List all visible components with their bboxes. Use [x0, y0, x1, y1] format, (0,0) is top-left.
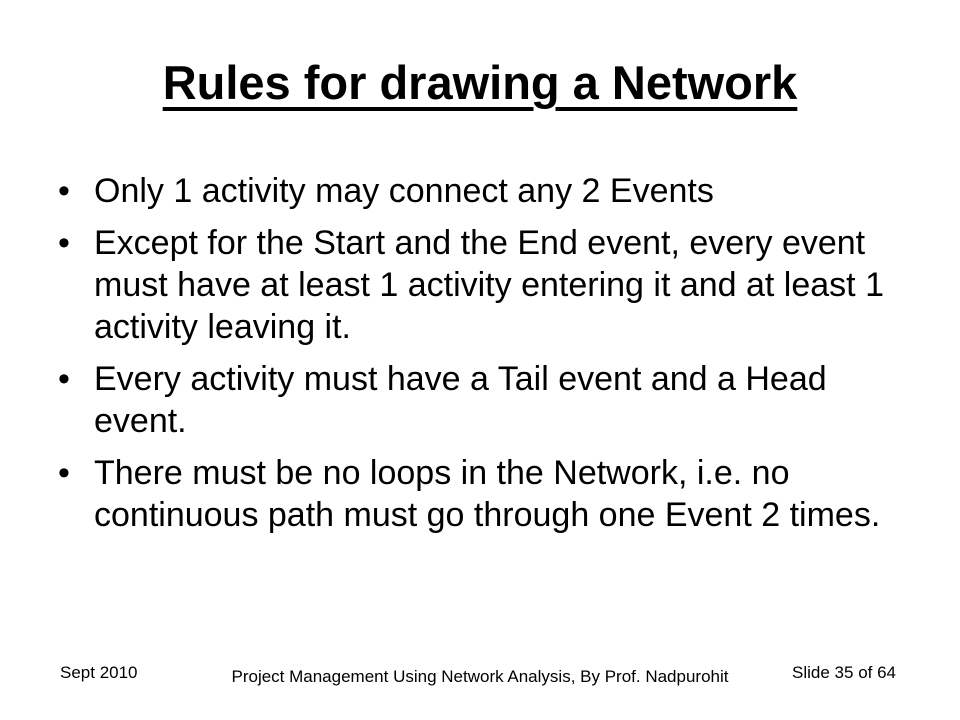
bullet-item [58, 170, 918, 212]
bullet-text: There must be no loops in the Network, i.e. no continuous path must go through one Event 2 times. [94, 454, 881, 534]
slide-title [0, 56, 960, 110]
footer-slide-number: Slide 35 of 64 [792, 663, 896, 682]
bullet-marker: • [58, 360, 70, 398]
bullet-marker: • [58, 224, 70, 262]
bullet-item [58, 358, 918, 442]
bullet-text: Except for the Start and the End event, every event must have at least 1 activity entering it and at least 1 activity leaving it. [94, 224, 884, 346]
footer-course-title: Project Management Using Network Analysis, By Prof. Nadpurohit [231, 667, 729, 686]
bullet-marker: • [58, 172, 70, 210]
bullet-item [58, 452, 918, 536]
bullet-list [58, 170, 918, 546]
bullet-marker: • [58, 454, 70, 492]
bullet-item [58, 222, 918, 348]
slide-title-text: Rules for drawing a Network [162, 56, 798, 109]
bullet-text: Only 1 activity may connect any 2 Events [94, 172, 714, 210]
bullet-text: Every activity must have a Tail event and a Head event. [94, 360, 827, 440]
footer-date: Sept 2010 [60, 663, 138, 682]
